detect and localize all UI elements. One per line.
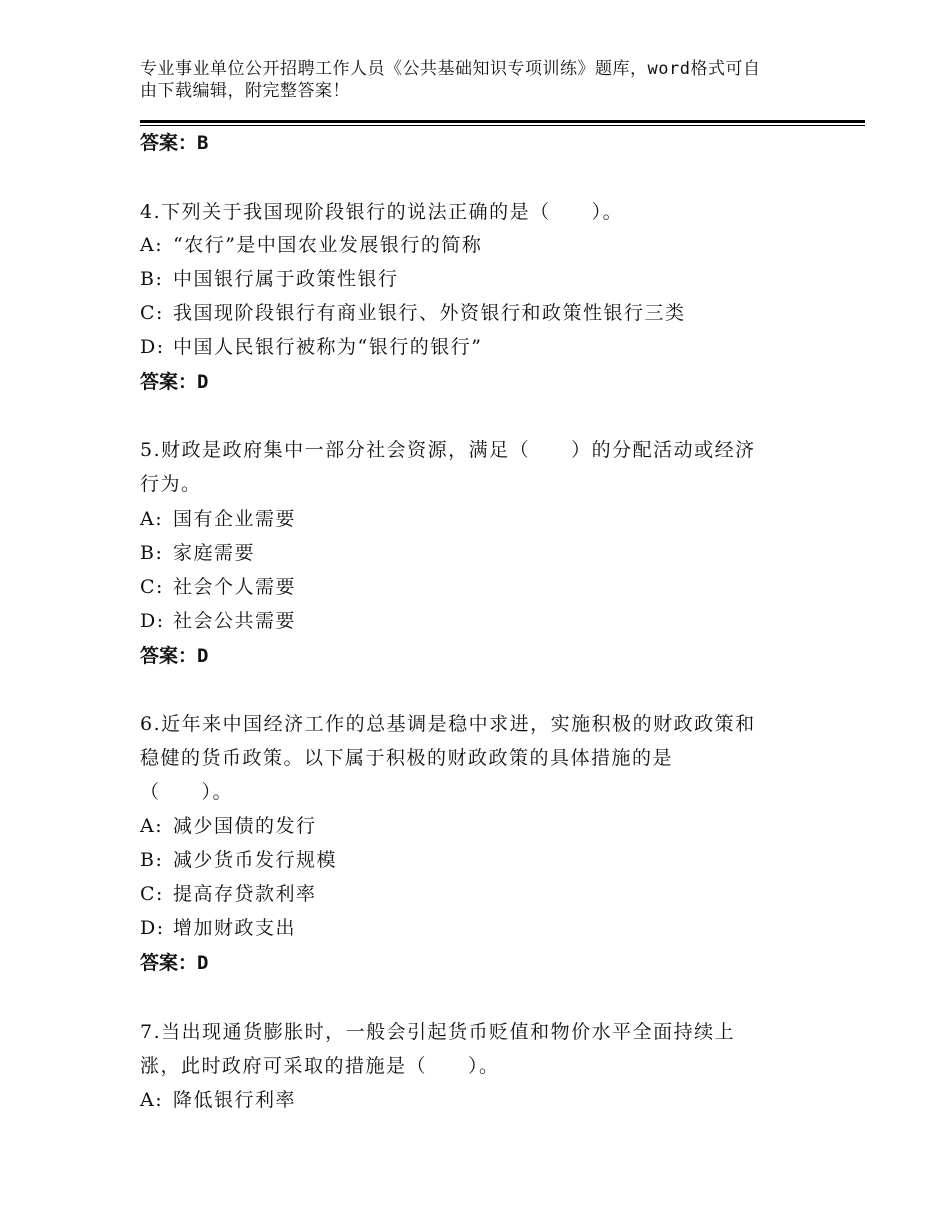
question-4-option-d [140, 334, 482, 360]
option-key: B: [140, 849, 164, 871]
option-key: D: [140, 610, 165, 632]
option-text: 社会公共需要 [173, 610, 297, 632]
question-5-option-a [140, 506, 296, 532]
option-key: A: [140, 234, 164, 256]
option-text: 国有企业需要 [173, 508, 297, 530]
question-4-text: 4.下列关于我国现阶段银行的说法正确的是（ ）。 [140, 201, 624, 223]
question-5-text-line-2: 行为。 [140, 473, 202, 495]
option-key: D: [140, 917, 165, 939]
option-text: 降低银行利率 [173, 1089, 297, 1111]
question-6-option-b [140, 847, 337, 873]
option-text: 减少国债的发行 [173, 815, 317, 837]
question-4-option-b [140, 266, 399, 292]
option-text: 中国人民银行被称为“银行的银行” [173, 336, 483, 358]
question-6-option-d [140, 915, 296, 941]
question-7-text-line-2: 涨，此时政府可采取的措施是（ ）。 [140, 1055, 500, 1077]
question-7-option-a [140, 1087, 296, 1113]
question-5-answer [140, 644, 208, 668]
answer-line [140, 131, 208, 155]
header-line-1: 专业事业单位公开招聘工作人员《公共基础知识专项训练》题库，word格式可自 [140, 59, 761, 79]
option-text: 社会个人需要 [173, 576, 297, 598]
option-text: 我国现阶段银行有商业银行、外资银行和政策性银行三类 [173, 302, 686, 324]
question-4-option-c [140, 300, 686, 326]
header-rule-thick [140, 120, 865, 123]
option-key: C: [140, 576, 164, 598]
header-line-2: 由下载编辑，附完整答案！ [140, 81, 350, 101]
question-6-option-a [140, 813, 317, 839]
question-7-text-line-1: 7.当出现通货膨胀时，一般会引起货币贬值和物价水平全面持续上 [140, 1021, 736, 1043]
option-text: 减少货币发行规模 [173, 849, 338, 871]
option-key: A: [140, 1089, 164, 1111]
option-key: A: [140, 508, 164, 530]
answer-label: 答案： [140, 132, 198, 154]
answer-value: D [197, 952, 209, 974]
option-key: C: [140, 883, 164, 905]
question-6-text-line-2: 稳健的货币政策。以下属于积极的财政政策的具体措施的是 [140, 747, 674, 769]
option-key: B: [140, 268, 164, 290]
question-4-option-a [140, 232, 482, 258]
answer-label: 答案： [140, 952, 198, 974]
option-text: 中国银行属于政策性银行 [173, 268, 399, 290]
header-rule-thin [140, 125, 865, 126]
option-text: “农行”是中国农业发展银行的简称 [173, 234, 483, 256]
question-5-option-c [140, 574, 296, 600]
question-6-text-line-3: （ ）。 [140, 781, 234, 803]
answer-label: 答案： [140, 371, 198, 393]
option-key: B: [140, 542, 164, 564]
option-text: 提高存贷款利率 [173, 883, 317, 905]
answer-value: D [197, 645, 209, 667]
question-5-text-line-1: 5.财政是政府集中一部分社会资源，满足（ ）的分配活动或经济 [140, 439, 756, 461]
question-6-answer [140, 951, 208, 975]
answer-label: 答案： [140, 645, 198, 667]
answer-value: D [197, 371, 209, 393]
question-6-option-c [140, 881, 317, 907]
answer-value: B [197, 132, 209, 154]
question-5-option-b [140, 540, 255, 566]
option-text: 家庭需要 [173, 542, 256, 564]
option-key: C: [140, 302, 164, 324]
question-4-answer [140, 370, 208, 394]
question-6-text-line-1: 6.近年来中国经济工作的总基调是稳中求进，实施积极的财政政策和 [140, 713, 756, 735]
option-key: D: [140, 336, 165, 358]
option-text: 增加财政支出 [173, 917, 297, 939]
question-5-option-d [140, 608, 296, 634]
page-header [140, 58, 820, 102]
option-key: A: [140, 815, 164, 837]
